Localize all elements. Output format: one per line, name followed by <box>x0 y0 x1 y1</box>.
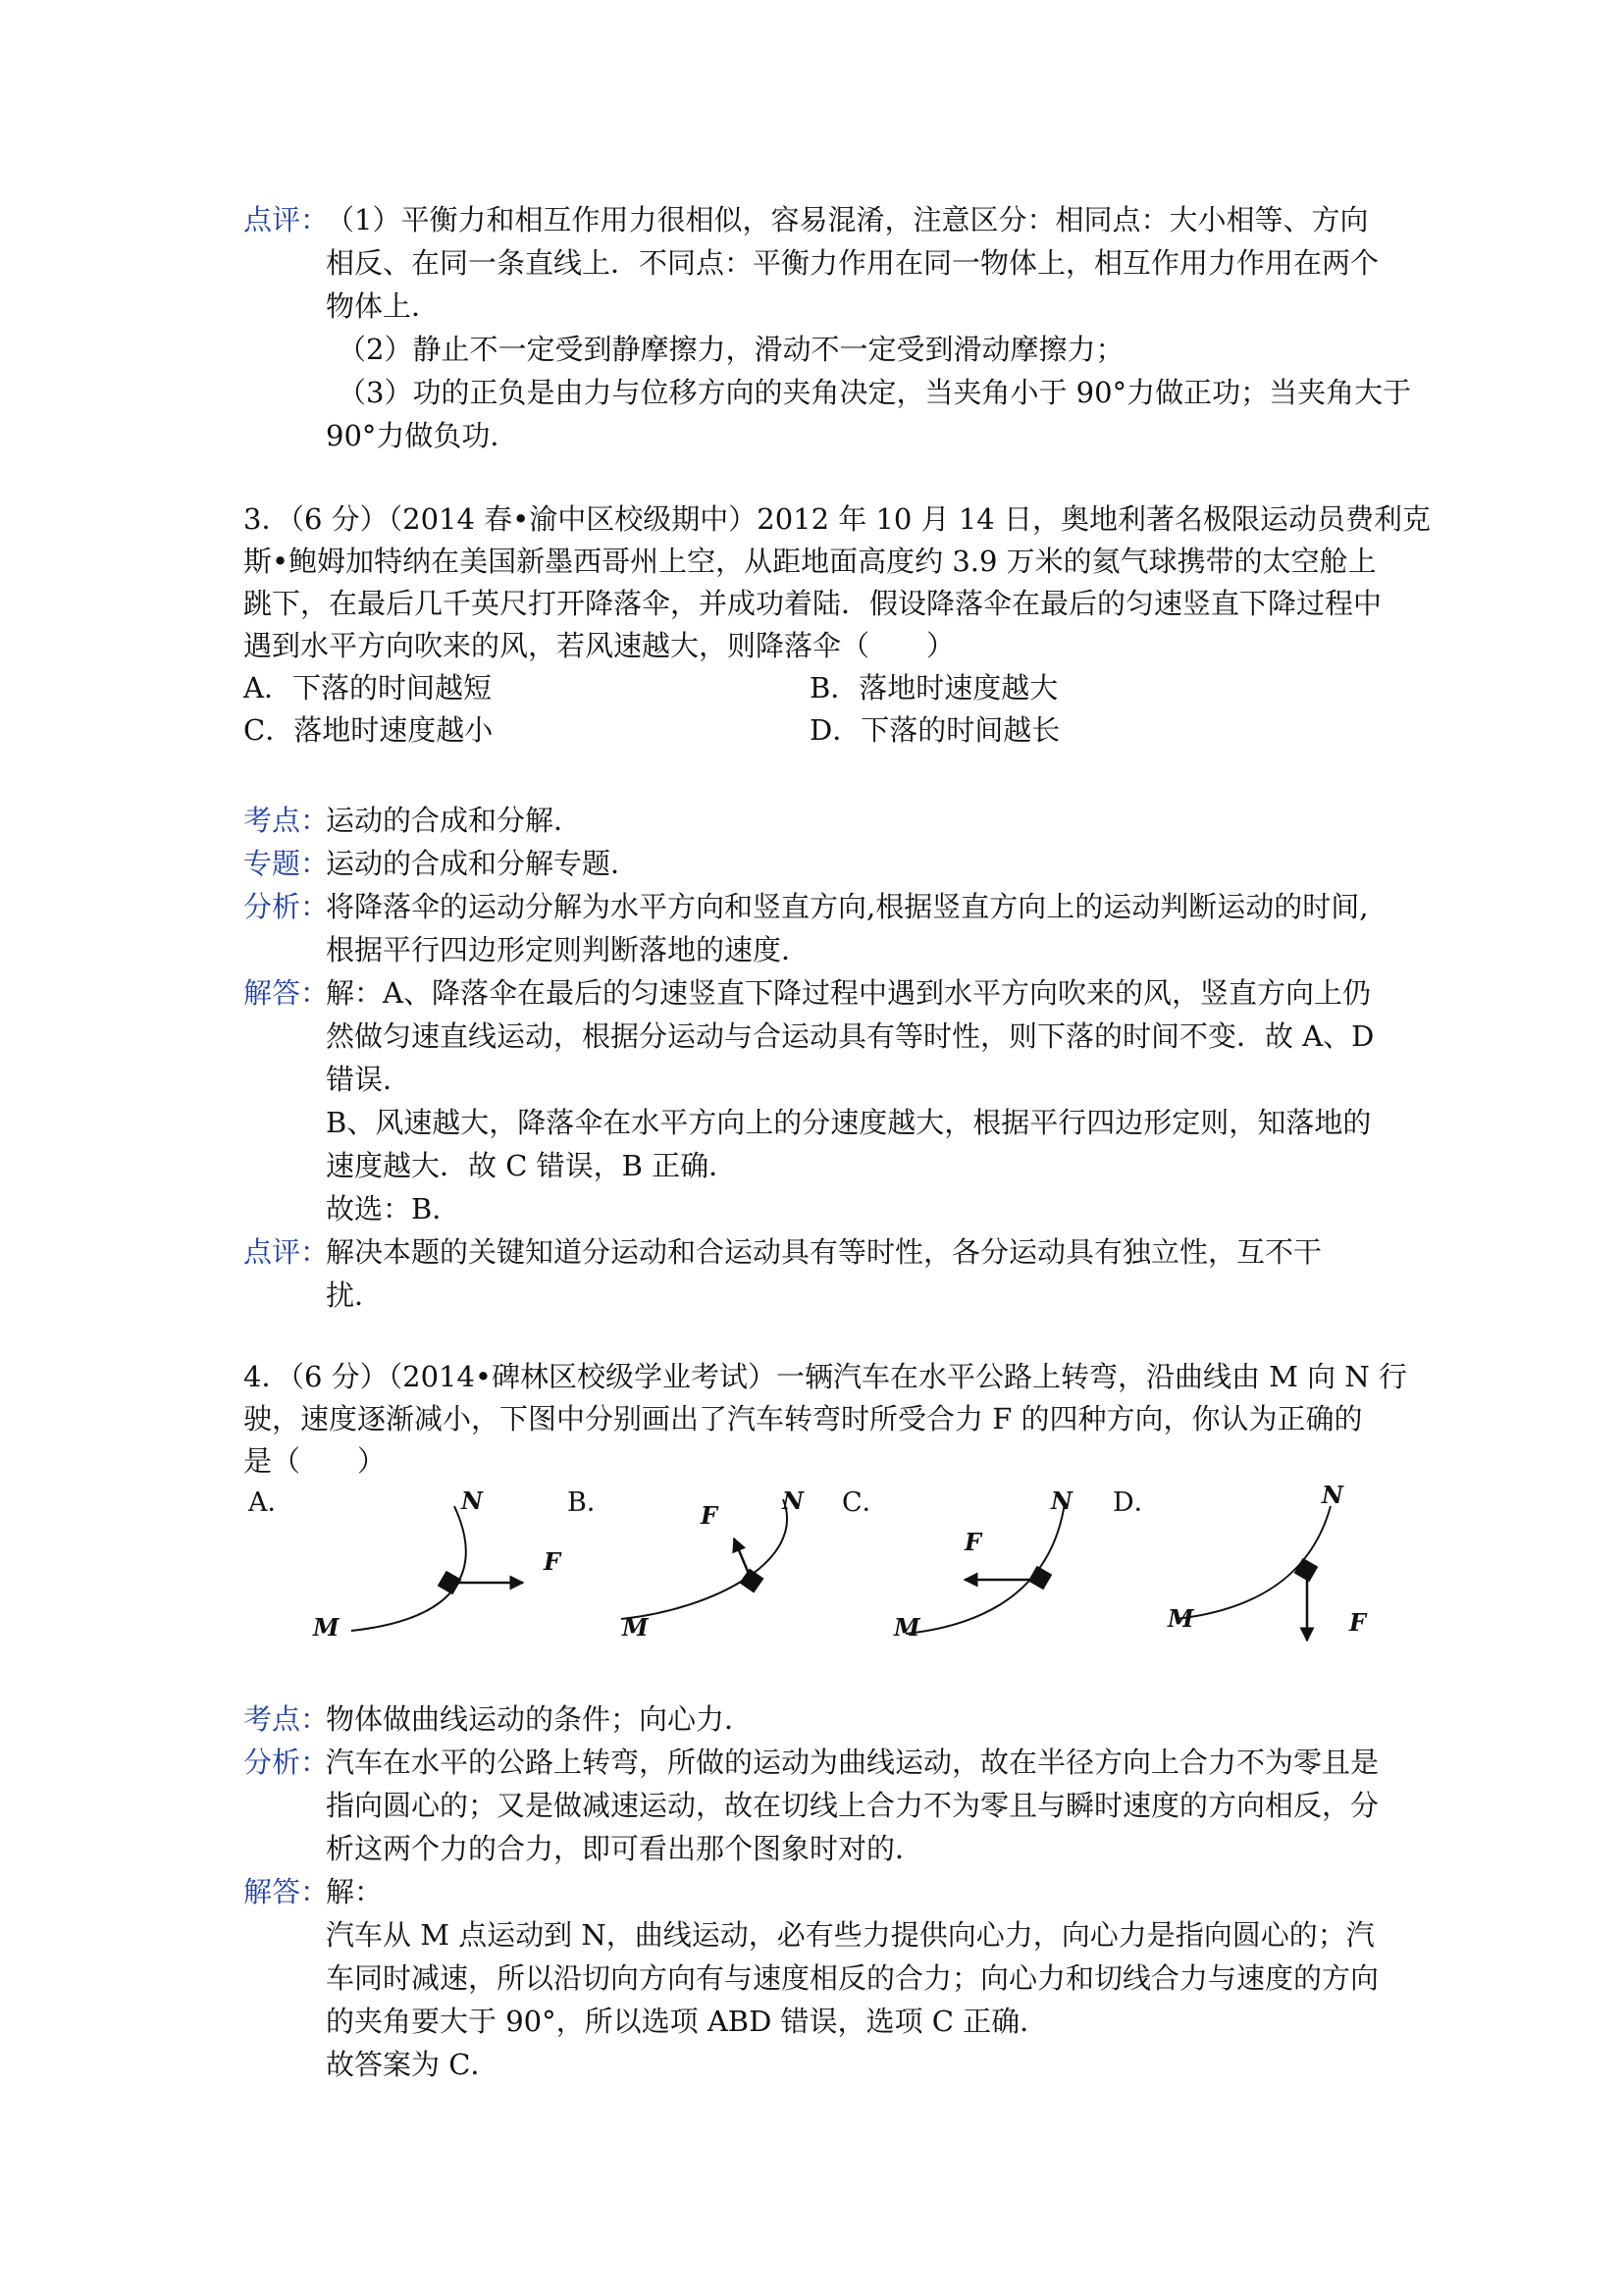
diagram-d <box>1113 1482 1368 1641</box>
jieda-line: 解：A、降落伞在最后的匀速竖直下降过程中遇到水平方向吹来的风，竖直方向上仍 <box>326 976 1371 1010</box>
jieda-label: 解答： <box>243 1875 330 1908</box>
question-3-stem-line: 斯•鲍姆加特纳在美国新墨西哥州上空，从距地面高度约 3.9 万米的氦气球携带的太空舱上 <box>243 545 1377 578</box>
kaodian-row <box>243 799 1401 842</box>
jieda-line: B、风速越大，降落伞在水平方向上的分速度越大，根据平行四边形定则，知落地的 <box>326 1106 1372 1139</box>
force-f-label: F <box>544 1547 561 1576</box>
kaodian-text: 物体做曲线运动的条件；向心力． <box>326 1702 754 1736</box>
diagram-a <box>247 1487 562 1642</box>
jieda-line: 车同时减速，所以沿切向方向有与速度相反的合力；向心力和切线合力与速度的方向 <box>326 1961 1380 1995</box>
jieda-line: 然做匀速直线运动，根据分运动与合运动具有等时性，则下落的时间不变．故 A、D <box>326 1019 1375 1053</box>
diagram-d-label: D． <box>1113 1487 1161 1518</box>
review-line: （1）平衡力和相互作用力很相似，容易混淆，注意区分：相同点：大小相等、方向 <box>326 203 1369 236</box>
trajectory-curve <box>351 1506 466 1631</box>
question-4-analysis <box>243 1697 1401 2086</box>
zhuanti-text: 运动的合成和分解专题． <box>326 847 640 880</box>
fenxi-line: 指向圆心的；又是做减速运动，故在切线上合力不为零且与瞬时速度的方向相反，分 <box>326 1789 1380 1822</box>
fenxi-label: 分析： <box>243 1746 330 1779</box>
fenxi-row <box>243 885 1401 971</box>
point-m-label: M <box>622 1613 649 1642</box>
question-3-analysis <box>243 799 1401 1317</box>
point-m-label: M <box>894 1613 920 1642</box>
diagram-c-label: C． <box>842 1487 889 1518</box>
question-3-stem-line: 3．（6 分）（2014 春•渝中区校级期中）2012 年 10 月 14 日，奥地利著名极限运动员费利克 <box>243 502 1431 536</box>
question-3 <box>243 498 1431 752</box>
kaodian-row <box>243 1697 1401 1741</box>
point-n-label: N <box>782 1487 804 1515</box>
fenxi-line: 汽车在水平的公路上转弯，所做的运动为曲线运动，故在半径方向上合力不为零且是 <box>326 1746 1380 1779</box>
review-label: 点评： <box>243 203 330 236</box>
dianping-line: 扰． <box>326 1278 384 1312</box>
review-line: 90°力做负功． <box>326 419 519 452</box>
point-n-label: N <box>461 1487 483 1515</box>
option-d: D．下落的时间越长 <box>810 713 1061 747</box>
jieda-label: 解答： <box>243 976 330 1010</box>
fenxi-line: 析这两个力的合力，即可看出那个图象时对的． <box>326 1832 924 1865</box>
kaodian-text: 运动的合成和分解． <box>326 804 583 837</box>
zhuanti-label: 专题： <box>243 847 330 880</box>
review-line: （3）功的正负是由力与位移方向的夹角决定，当夹角小于 90°力做正功；当夹角大于 <box>338 376 1412 409</box>
question-4 <box>243 1356 1407 1483</box>
diagram-c <box>842 1487 1073 1642</box>
question-3-stem-line: 遇到水平方向吹来的风，若风速越大，则降落伞（ ） <box>243 629 956 662</box>
jieda-line: 速度越大．故 C 错误，B 正确． <box>326 1149 738 1182</box>
dianping-line: 解决本题的关键知道分运动和合运动具有等时性，各分运动具有独立性，互不干 <box>326 1235 1323 1269</box>
review-section-q2 <box>243 198 1412 457</box>
point-m-label: M <box>313 1613 340 1642</box>
question-3-options-row <box>243 709 1401 752</box>
jieda-line: 解： <box>326 1875 384 1908</box>
question-4-stem-line: 4．（6 分）（2014•碑林区校级学业考试）一辆汽车在水平公路上转弯，沿曲线由 M 向 N 行 <box>243 1360 1407 1393</box>
review-line: 相反、在同一条直线上．不同点：平衡力作用在同一物体上，相互作用力作用在两个 <box>326 246 1380 280</box>
jieda-line: 故答案为 C． <box>326 2048 499 2081</box>
dianping-row <box>243 1230 1401 1317</box>
kaodian-label: 考点： <box>243 1702 330 1736</box>
option-c: C．落地时速度越小 <box>243 713 494 747</box>
force-f-label: F <box>965 1528 982 1556</box>
force-direction-diagrams <box>243 1482 1401 1653</box>
point-n-label: N <box>1322 1482 1343 1509</box>
fenxi-row <box>243 1741 1401 1870</box>
force-f-label: F <box>701 1501 718 1530</box>
jieda-line: 汽车从 M 点运动到 N，曲线运动，必有些力提供向心力，向心力是指向圆心的；汽 <box>326 1918 1375 1952</box>
question-4-stem-line: 驶，速度逐渐减小，下图中分别画出了汽车转弯时所受合力 F 的四种方向，你认为正确的 <box>243 1402 1363 1435</box>
jieda-row <box>243 971 1401 1230</box>
diagram-b <box>567 1487 805 1642</box>
point-m-label: M <box>1168 1604 1194 1633</box>
jieda-line: 故选：B． <box>326 1192 461 1226</box>
review-line: 物体上． <box>326 289 441 323</box>
question-3-options-row <box>243 667 1401 709</box>
jieda-row <box>243 1870 1401 2086</box>
point-n-label: N <box>1051 1487 1073 1515</box>
force-f-label: F <box>1349 1608 1367 1637</box>
fenxi-line: 将降落伞的运动分解为水平方向和竖直方向,根据竖直方向上的运动判断运动的时间, <box>326 890 1369 923</box>
zhuanti-row <box>243 842 1401 885</box>
kaodian-label: 考点： <box>243 804 330 837</box>
review-row <box>243 198 1412 457</box>
review-line: （2）静止不一定受到静摩擦力，滑动不一定受到滑动摩擦力； <box>338 333 1125 366</box>
question-3-stem-line: 跳下，在最后几千英尺打开降落伞，并成功着陆．假设降落伞在最后的匀速竖直下降过程中 <box>243 587 1383 620</box>
diagram-b-label: B． <box>567 1487 613 1518</box>
dianping-label: 点评： <box>243 1235 330 1269</box>
car-block <box>1028 1566 1053 1591</box>
fenxi-label: 分析： <box>243 890 330 923</box>
option-b: B．落地时速度越大 <box>810 671 1059 704</box>
jieda-line: 错误． <box>326 1063 412 1096</box>
diagram-a-label: A． <box>248 1487 294 1518</box>
fenxi-line: 根据平行四边形定则判断落地的速度． <box>326 933 811 966</box>
jieda-line: 的夹角要大于 90°，所以选项 ABD 错误，选项 C 正确． <box>326 2005 1049 2038</box>
question-4-stem-line: 是（ ） <box>243 1444 387 1478</box>
force-arrow <box>734 1539 752 1581</box>
option-a: A．下落的时间越短 <box>243 671 492 704</box>
